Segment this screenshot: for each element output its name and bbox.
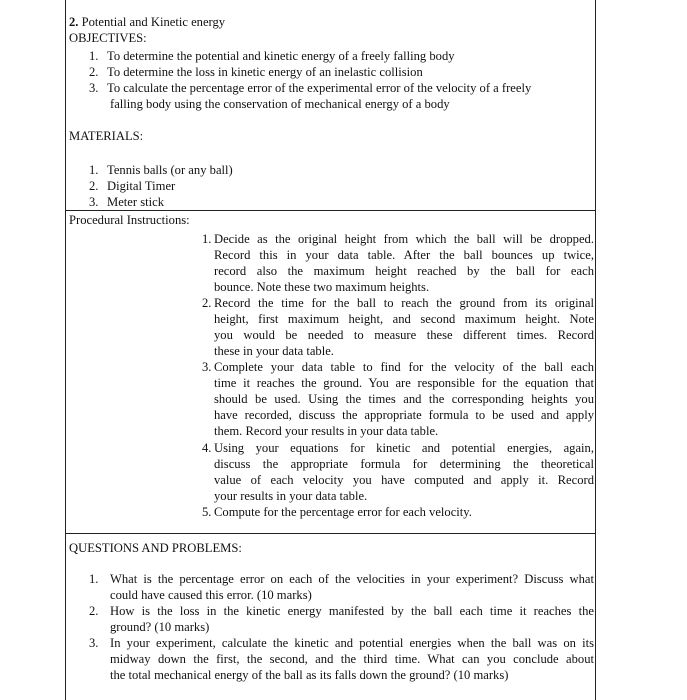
question-number: 1. bbox=[89, 572, 99, 586]
procedure-line: discuss the appropriate formula for determining the theoretical bbox=[214, 457, 594, 471]
procedure-number: 3. bbox=[202, 360, 212, 374]
procedure-line: time it reaches the ground. You are responsible for the equation that bbox=[214, 376, 594, 390]
question-line: What is the percentage error on each of the velocities in your experiment? Discuss what bbox=[110, 572, 594, 586]
materials-heading: MATERIALS: bbox=[69, 129, 144, 143]
procedure-line: value of each velocity you have computed and apply it. Record bbox=[214, 473, 594, 487]
procedure-number: 5. bbox=[202, 505, 212, 519]
procedure-number: 2. bbox=[202, 296, 212, 310]
objective-text: falling body using the conservation of mechanical energy of a body bbox=[110, 97, 450, 111]
question-number: 2. bbox=[89, 604, 99, 618]
procedure-line: your results in your data table. bbox=[214, 489, 368, 503]
question-line: midway down the first, the second, and the third time. What can you conclude about bbox=[110, 652, 594, 666]
procedure-line: height, first maximum height, and second maximum height. Note bbox=[214, 312, 594, 326]
procedure-line: Using your equations for kinetic and potential energies, again, bbox=[214, 441, 594, 455]
section-number: 2. bbox=[69, 15, 79, 29]
material-text: Meter stick bbox=[107, 195, 165, 209]
question-line: the total mechanical energy of the ball as its falls down the ground? (10 marks) bbox=[110, 668, 509, 682]
procedure-line: bounce. Note these two maximum heights. bbox=[214, 280, 430, 294]
procedure-line: them. Record your results in your data table. bbox=[214, 424, 439, 438]
questions-heading: QUESTIONS AND PROBLEMS: bbox=[69, 541, 242, 555]
procedure-number: 4. bbox=[202, 441, 212, 455]
procedure-line: have recorded, discuss the appropriate formula to be used and apply bbox=[214, 408, 594, 422]
material-text: Tennis balls (or any ball) bbox=[107, 163, 233, 177]
material-number: 2. bbox=[89, 179, 99, 193]
procedure-number: 1. bbox=[202, 232, 212, 246]
procedure-line: Record the time for the ball to reach the ground from its original bbox=[214, 296, 594, 310]
objective-text: To determine the loss in kinetic energy of an inelastic collision bbox=[107, 65, 423, 79]
objective-text: To determine the potential and kinetic energy of a freely falling body bbox=[107, 49, 455, 63]
procedure-line: Decide as the original height from which the ball will be dropped. bbox=[214, 232, 594, 246]
question-line: How is the loss in the kinetic energy manifested by the ball each time it reaches the bbox=[110, 604, 594, 618]
objectives-section bbox=[66, 0, 595, 120]
objective-text: To calculate the percentage error of the experimental error of the velocity of a freely bbox=[107, 81, 532, 95]
material-text: Digital Timer bbox=[107, 179, 176, 193]
procedure-line: record also the maximum height reached by the ball for each bbox=[214, 264, 594, 278]
question-line: In your experiment, calculate the kinetic and potential energies when the ball was on its bbox=[110, 636, 594, 650]
material-number: 3. bbox=[89, 195, 99, 209]
procedure-line: Compute for the percentage error for each velocity. bbox=[214, 505, 472, 519]
question-line: could have caused this error. (10 marks) bbox=[110, 588, 312, 602]
procedure-line: Record this in your data table. After the ball bounces up twice, bbox=[214, 248, 594, 262]
section-title-text: Potential and Kinetic energy bbox=[78, 15, 226, 29]
document-page bbox=[65, 0, 596, 700]
materials-section bbox=[66, 120, 595, 210]
procedure-line: you would be needed to measure these different times. Record bbox=[214, 328, 594, 342]
objectives-heading: OBJECTIVES: bbox=[69, 31, 147, 45]
procedure-section bbox=[66, 210, 595, 533]
procedure-heading: Procedural Instructions: bbox=[69, 213, 190, 227]
question-number: 3. bbox=[89, 636, 99, 650]
objective-number: 1. bbox=[89, 49, 99, 63]
objective-number: 2. bbox=[89, 65, 99, 79]
material-number: 1. bbox=[89, 163, 99, 177]
procedure-line: these in your data table. bbox=[214, 344, 334, 358]
section-title bbox=[69, 14, 225, 30]
procedure-line: Complete your data table to find for the velocity of the ball each bbox=[214, 360, 594, 374]
procedure-line: should be used. Using the times and the corresponding heights you bbox=[214, 392, 594, 406]
questions-section bbox=[66, 533, 595, 700]
question-line: ground? (10 marks) bbox=[110, 620, 210, 634]
objective-number: 3. bbox=[89, 81, 99, 95]
